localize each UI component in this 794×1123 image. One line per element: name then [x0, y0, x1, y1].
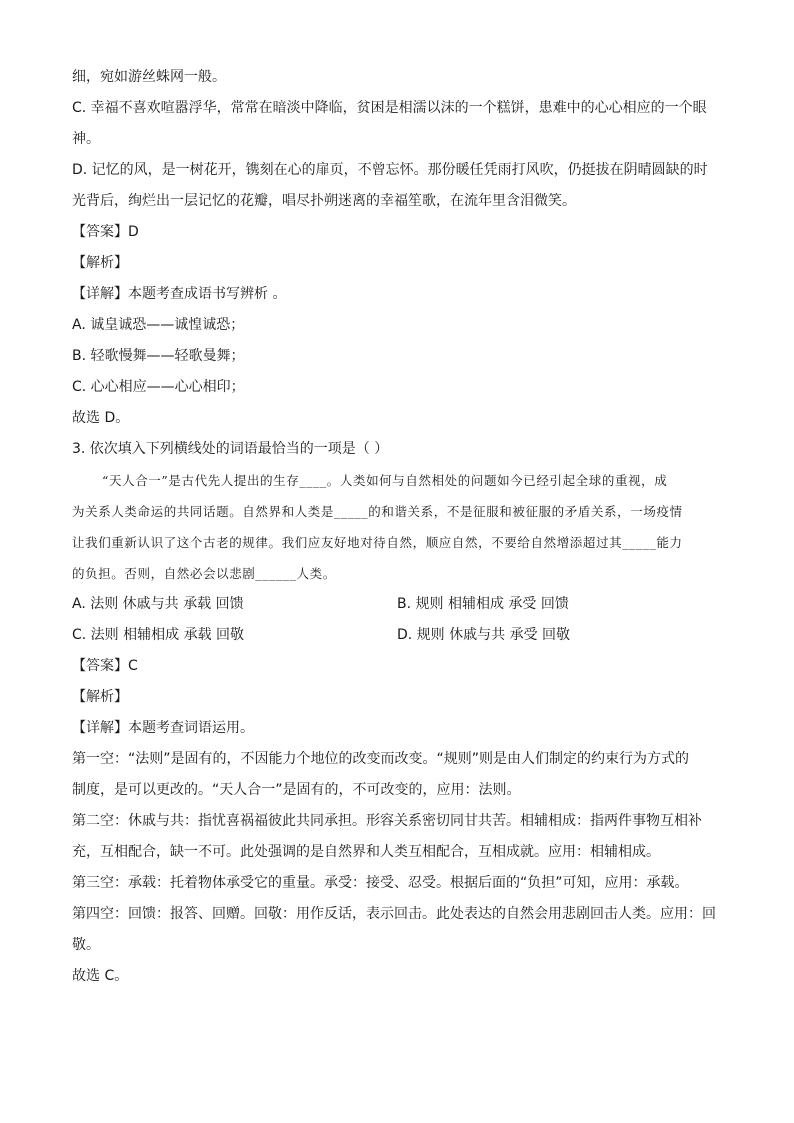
q3-explanation-line-1: 第一空：“法则”是固有的，不因能力个地位的改变而改变。“规则”则是由人们制定的约束行为方式的	[72, 751, 690, 767]
q3-option-b: B. 规则 相辅相成 承受 回馈	[397, 596, 569, 612]
q3-analysis-label: 【解析】	[72, 689, 128, 705]
q2-answer: 【答案】D	[72, 224, 139, 240]
q3-passage-line-1: “天人合一”是古代先人提出的生存____。人类如何与自然相处的问题如今已经引起全球的重视，成	[102, 473, 668, 488]
q3-answer: 【答案】C	[72, 658, 138, 674]
q3-stem: 3. 依次填入下列横线处的词语最恰当的一项是（ ）	[72, 441, 389, 457]
document-page	[72, 62, 732, 992]
q3-options-row-2	[72, 620, 732, 651]
q3-explanation-line-7: 敬。	[72, 937, 100, 953]
q2-correction-b: B. 轻歌慢舞——轻歌曼舞；	[72, 348, 245, 364]
q2-option-d-line-1: D. 记忆的风，是一树花开，镌刻在心的扉页，不曾忘怀。那份暖任凭雨打风吹，仍挺拔在阴晴圆缺的时	[72, 162, 708, 178]
q3-explanation-line-6: 第四空：回馈：报答、回赠。回敬：用作反话，表示回击。此处表达的自然会用悲剧回击人类。应用：回	[72, 906, 716, 922]
q2-choice: 故选 D。	[72, 410, 130, 426]
q3-passage-line-2: 为关系人类命运的共同话题。自然界和人类是_____的和谐关系，不是征服和被征服的矛盾关系，一场疫情	[72, 504, 683, 519]
q3-passage-line-4: 的负担。否则，自然必会以悲剧______人类。	[72, 566, 336, 581]
q3-explanation-line-5: 第三空：承载：托着物体承受它的重量。承受：接受、忍受。根据后面的“负担”可知，应用：承载。	[72, 875, 689, 891]
q3-explanation-line-4: 充，互相配合，缺一不可。此处强调的是自然界和人类互相配合，互相成就。应用：相辅相成。	[72, 844, 660, 860]
q2-option-c-line-1: C. 幸福不喜欢喧嚣浮华，常常在暗淡中降临，贫困是相濡以沫的一个糕饼，患难中的心心相应的一个眼	[72, 100, 707, 116]
q3-option-a: A. 法则 休戚与共 承载 回馈	[72, 596, 244, 612]
q3-detail: 【详解】本题考查词语运用。	[72, 720, 254, 736]
q3-choice: 故选 C。	[72, 968, 129, 984]
q3-passage-line-3: 让我们重新认识了这个古老的规律。我们应友好地对待自然，顺应自然，不要给自然增添超过其_____能力	[72, 535, 683, 550]
q2-option-b-continuation: 细，宛如游丝蛛网一般。	[72, 69, 226, 85]
q3-options-row-1	[72, 589, 732, 620]
q3-explanation-line-2: 制度，是可以更改的。“天人合一”是固有的，不可改变的，应用：法则。	[72, 782, 521, 798]
q2-option-d-line-2: 光背后，绚烂出一层记忆的花瓣，唱尽扑朔迷离的幸福笙歌，在流年里含泪微笑。	[72, 193, 576, 209]
q3-option-d: D. 规则 休戚与共 承受 回敬	[397, 627, 571, 643]
q3-explanation-line-3: 第二空：休戚与共：指忧喜祸福彼此共同承担。形容关系密切同甘共苦。相辅相成：指两件事物互相补	[72, 813, 702, 829]
q3-option-c: C. 法则 相辅相成 承载 回敬	[72, 627, 245, 643]
q2-correction-a: A. 诚皇诚恐——诚惶诚恐；	[72, 317, 245, 333]
q2-correction-c: C. 心心相应——心心相印；	[72, 379, 245, 395]
q2-detail: 【详解】本题考查成语书写辨析 。	[72, 286, 287, 302]
q2-analysis-label: 【解析】	[72, 255, 128, 271]
q2-option-c-line-2: 神。	[72, 131, 100, 147]
